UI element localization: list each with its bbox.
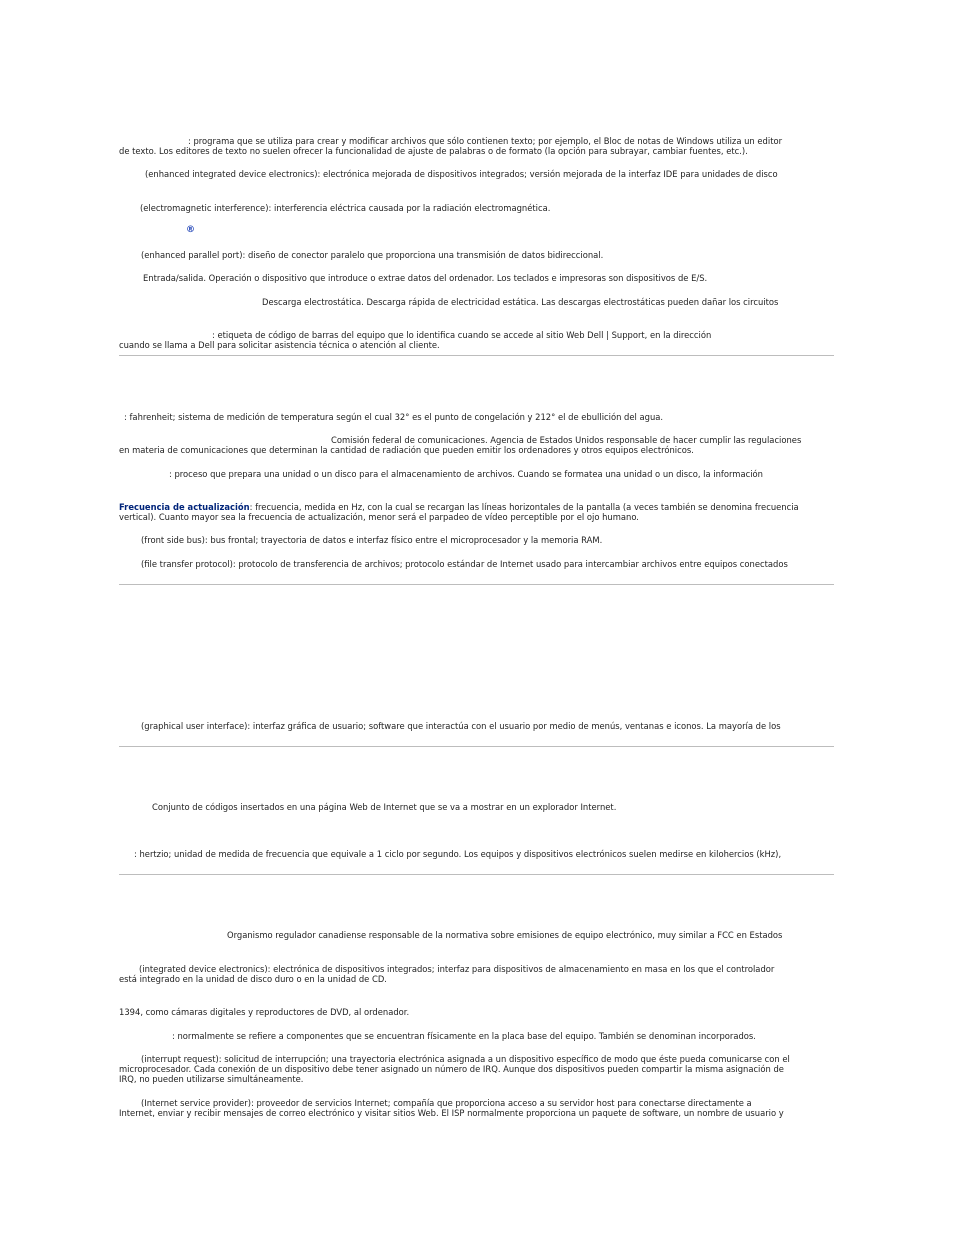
glossary-entry-formatear: : proceso que prepara una unidad o un disco para el almacenamiento de archivos. Cuando se formatea una unidad o un disco, la información <box>169 469 763 479</box>
glossary-entry-irq-cont-2: IRQ, no pueden utilizarse simultáneamente. <box>119 1074 304 1084</box>
term-frecuencia-actualizacion: Frecuencia de actualización <box>119 502 250 512</box>
glossary-entry-isp: (Internet service provider): proveedor de servicios Internet; compañía que proporciona acceso a su servidor host para conectarse directamente a <box>141 1098 752 1108</box>
glossary-entry-ieee-1394: 1394, como cámaras digitales y reproductores de DVD, al ordenador. <box>119 1007 410 1017</box>
section-divider-g <box>119 746 834 747</box>
glossary-entry-irq: (interrupt request): solicitud de interrupción; una trayectoria electrónica asignada a un dispositivo específico de modo que éste pueda comunicarse con el <box>141 1054 790 1064</box>
section-divider-f <box>119 584 834 585</box>
glossary-entry-es: Entrada/salida. Operación o dispositivo que introduce o extrae datos del ordenador. Los teclados e impresoras son dispositivos de E/S. <box>143 273 708 283</box>
glossary-entry-editor-de-texto-cont: de texto. Los editores de texto no suelen ofrecer la funcionalidad de ajuste de palabras o de formato (la opción para subrayar, cambiar fuentes, etc.). <box>119 146 748 156</box>
glossary-entry-isp-cont: Internet, enviar y recibir mensajes de correo electrónico y visitar sitios Web. El ISP normalmente proporciona un paquete de software, un nombre de usuario y <box>119 1108 784 1118</box>
glossary-entry-irq-cont-1: microprocesador. Cada conexión de un dispositivo debe tener asignado un número de IRQ. Aunque dos dispositivos pueden compartir la misma asignación de <box>119 1064 784 1074</box>
glossary-entry-ide-cont: está integrado en la unidad de disco duro o en la unidad de CD. <box>119 974 387 984</box>
glossary-entry-etiqueta-servicio-cont: cuando se llama a Dell para solicitar asistencia técnica o atención al cliente. <box>119 340 440 350</box>
glossary-entry-frecuencia-actualizacion <box>119 502 799 513</box>
glossary-entry-integrado: : normalmente se refiere a componentes que se encuentran físicamente en la placa base del equipo. También se denominan incorporados. <box>172 1031 756 1041</box>
glossary-entry-emi: (electromagnetic interference): interferencia eléctrica causada por la radiación electromagnética. <box>140 203 551 213</box>
glossary-entry-fahrenheit: : fahrenheit; sistema de medición de temperatura según el cual 32° es el punto de congelación y 212° el de ebullición del agua. <box>124 412 664 422</box>
glossary-entry-hz: : hertzio; unidad de medida de frecuencia que equivale a 1 ciclo por segundo. Los equipos y dispositivos electrónicos suelen medirse en kilohercios (kHz), <box>134 849 782 859</box>
glossary-entry-ices: Organismo regulador canadiense responsable de la normativa sobre emisiones de equipo electrónico, muy similar a FCC en Estados <box>227 930 783 940</box>
glossary-entry-epp: (enhanced parallel port): diseño de conector paralelo que proporciona una transmisión de datos bidireccional. <box>141 250 604 260</box>
definition-frecuencia-actualizacion: : frecuencia, medida en Hz, con la cual se recargan las líneas horizontales de la pantalla (a veces también se denomina frecuencia <box>249 502 799 512</box>
glossary-entry-editor-de-texto: : programa que se utiliza para crear y modificar archivos que sólo contienen texto; por ejemplo, el Bloc de notas de Windows utiliza un editor <box>188 136 783 146</box>
glossary-entry-gui: (graphical user interface): interfaz gráfica de usuario; software que interactúa con el usuario por medio de menús, ventanas e iconos. La mayoría de los <box>141 721 781 731</box>
glossary-entry-fcc: Comisión federal de comunicaciones. Agencia de Estados Unidos responsable de hacer cumplir las regulaciones <box>331 435 802 445</box>
section-divider-h <box>119 874 834 875</box>
glossary-entry-eide: (enhanced integrated device electronics): electrónica mejorada de dispositivos integrados; versión mejorada de la interfaz IDE para unidades de disco <box>145 169 778 179</box>
glossary-entry-ftp: (file transfer protocol): protocolo de transferencia de archivos; protocolo estándar de Internet usado para intercambiar archivos entre equipos conectados <box>141 559 788 569</box>
glossary-entry-esd: Descarga electrostática. Descarga rápida de electricidad estática. Las descargas electrostáticas pueden dañar los circuitos <box>262 297 779 307</box>
glossary-entry-fsb: (front side bus): bus frontal; trayectoria de datos e interfaz físico entre el microprocesador y la memoria RAM. <box>141 535 603 545</box>
registered-mark: ® <box>186 225 195 235</box>
glossary-entry-frecuencia-actualizacion-cont: vertical). Cuanto mayor sea la frecuencia de actualización, menor será el parpadeo de vídeo perceptible por el ojo humano. <box>119 512 639 522</box>
glossary-entry-fcc-cont: en materia de comunicaciones que determinan la cantidad de radiación que pueden emitir los ordenadores y otros equipos electrónicos. <box>119 445 694 455</box>
glossary-entry-etiqueta-servicio: : etiqueta de código de barras del equipo que lo identifica cuando se accede al sitio Web Dell | Support, en la dirección <box>212 330 712 340</box>
glossary-entry-html: Conjunto de códigos insertados en una página Web de Internet que se va a mostrar en un explorador Internet. <box>152 802 617 812</box>
section-divider-e <box>119 355 834 356</box>
glossary-entry-ide: (integrated device electronics): electrónica de dispositivos integrados; interfaz para dispositivos de almacenamiento en masa en los que el controlador <box>139 964 775 974</box>
